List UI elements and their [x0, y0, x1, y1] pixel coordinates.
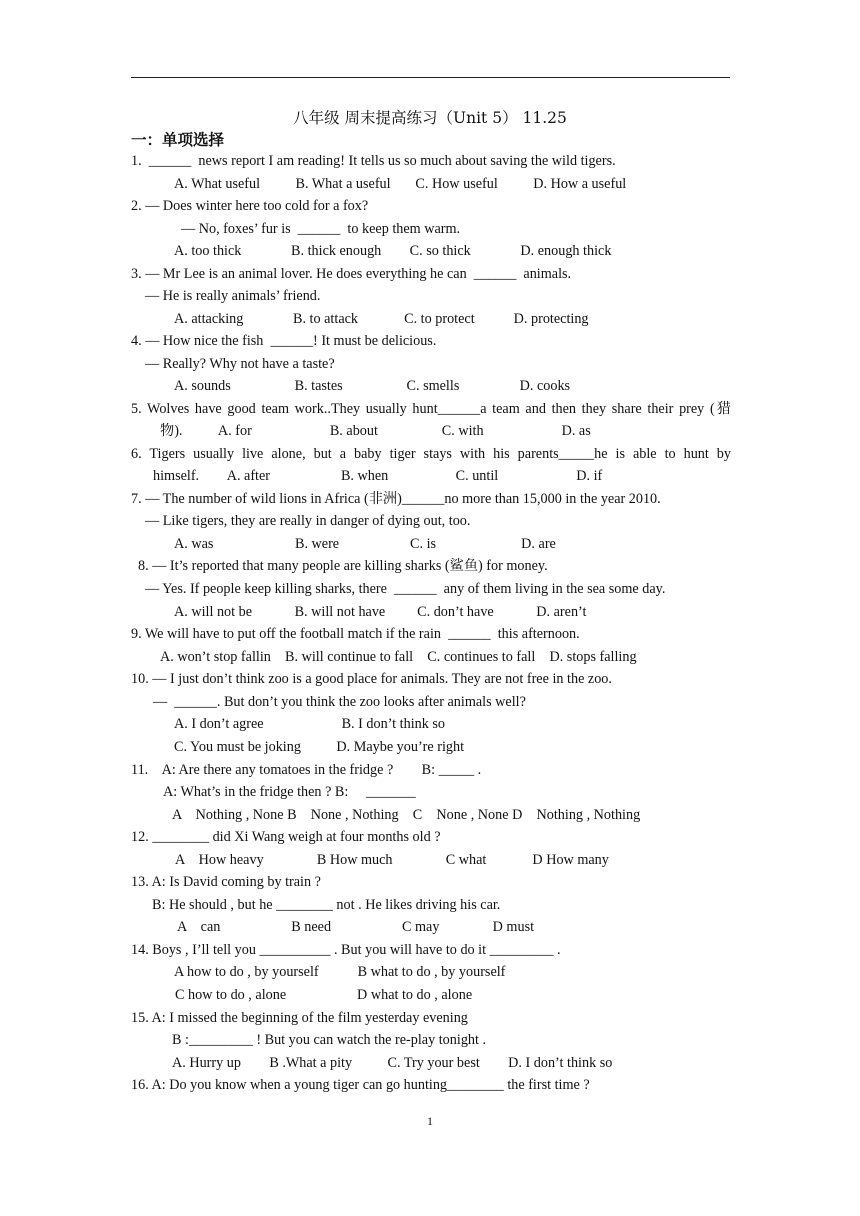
page-title: 八年级 周末提高练习（Unit 5） 11.25 — [293, 109, 567, 127]
question-line: A can B need C may D must — [177, 919, 535, 935]
question-line: — Really? Why not have a taste? — [145, 356, 335, 372]
question-line: A. Hurry up B .What a pity C. Try your best D. I don’t think so — [172, 1055, 613, 1071]
question-line: 9. We will have to put off the football match if the rain ______ this afternoon. — [131, 626, 580, 642]
question-line: A. will not be B. will not have C. don’t have D. aren’t — [174, 604, 587, 620]
question-line: 物). A. for B. about C. with D. as — [160, 423, 591, 439]
question-line: A. too thick B. thick enough C. so thick D. enough thick — [174, 243, 612, 259]
question-line: 15. A: I missed the beginning of the film yesterday evening — [131, 1010, 468, 1026]
question-line: — ______. But don’t you think the zoo looks after animals well? — [153, 694, 526, 710]
question-line: 3. — Mr Lee is an animal lover. He does everything he can ______ animals. — [131, 266, 572, 282]
question-line: 14. Boys , I’ll tell you __________ . But you will have to do it _________ . — [131, 942, 561, 958]
question-line: 4. — How nice the fish ______! It must be delicious. — [131, 333, 437, 349]
question-line: himself. A. after B. when C. until D. if — [153, 468, 603, 484]
question-line: 11. A: Are there any tomatoes in the fridge ? B: _____ . — [131, 762, 482, 778]
question-line: A: What’s in the fridge then ? B: _______ — [163, 784, 416, 800]
question-line: B: He should , but he ________ not . He likes driving his car. — [152, 897, 501, 913]
page-number: 1 — [427, 1114, 433, 1128]
question-line: 13. A: Is David coming by train ? — [131, 874, 321, 890]
question-line: 8. — It’s reported that many people are killing sharks (鲨鱼) for money. — [138, 558, 548, 574]
question-line: 10. — I just don’t think zoo is a good place for animals. They are not free in the zoo. — [131, 671, 612, 687]
question-line: 12. ________ did Xi Wang weigh at four months old ? — [131, 829, 441, 845]
question-line: B :_________ ! But you can watch the re-play tonight . — [172, 1032, 487, 1048]
question-line: A how to do , by yourself B what to do , by yourself — [174, 964, 506, 980]
question-line: A. sounds B. tastes C. smells D. cooks — [174, 378, 571, 394]
question-line: — He is really animals’ friend. — [145, 288, 321, 304]
question-line: 6. Tigers usually live alone, but a baby tiger stays with his parents_____he is able to hunt by — [131, 446, 731, 462]
section-heading: 一：单项选择 — [131, 131, 225, 149]
question-line: A. attacking B. to attack C. to protect D. protecting — [174, 311, 589, 327]
question-line: C how to do , alone D what to do , alone — [175, 987, 473, 1003]
question-line: 16. A: Do you know when a young tiger can go hunting________ the first time ? — [131, 1077, 590, 1093]
question-line: A. I don’t agree B. I don’t think so — [174, 716, 445, 732]
question-line: A. was B. were C. is D. are — [174, 536, 556, 552]
question-line: A How heavy B How much C what D How many — [175, 852, 609, 868]
question-line: — Yes. If people keep killing sharks, there ______ any of them living in the sea some day. — [145, 581, 666, 597]
header-rule — [131, 77, 730, 78]
question-line: — No, foxes’ fur is ______ to keep them warm. — [181, 221, 461, 237]
question-line: 2. — Does winter here too cold for a fox? — [131, 198, 369, 214]
question-line: 5. Wolves have good team work..They usually hunt______a team and then they share their prey (猎 — [131, 401, 731, 417]
question-line: C. You must be joking D. Maybe you’re right — [174, 739, 465, 755]
question-line: A. What useful B. What a useful C. How useful D. How a useful — [174, 176, 627, 192]
question-line: A Nothing , None B None , Nothing C None , None D Nothing , Nothing — [172, 807, 641, 823]
question-line: 1. ______ news report I am reading! It tells us so much about saving the wild tigers. — [131, 153, 616, 169]
question-line: 7. — The number of wild lions in Africa (非洲)______no more than 15,000 in the year 2010. — [131, 491, 661, 507]
question-line: — Like tigers, they are really in danger of dying out, too. — [145, 513, 471, 529]
question-line: A. won’t stop fallin B. will continue to fall C. continues to fall D. stops falling — [160, 649, 637, 665]
